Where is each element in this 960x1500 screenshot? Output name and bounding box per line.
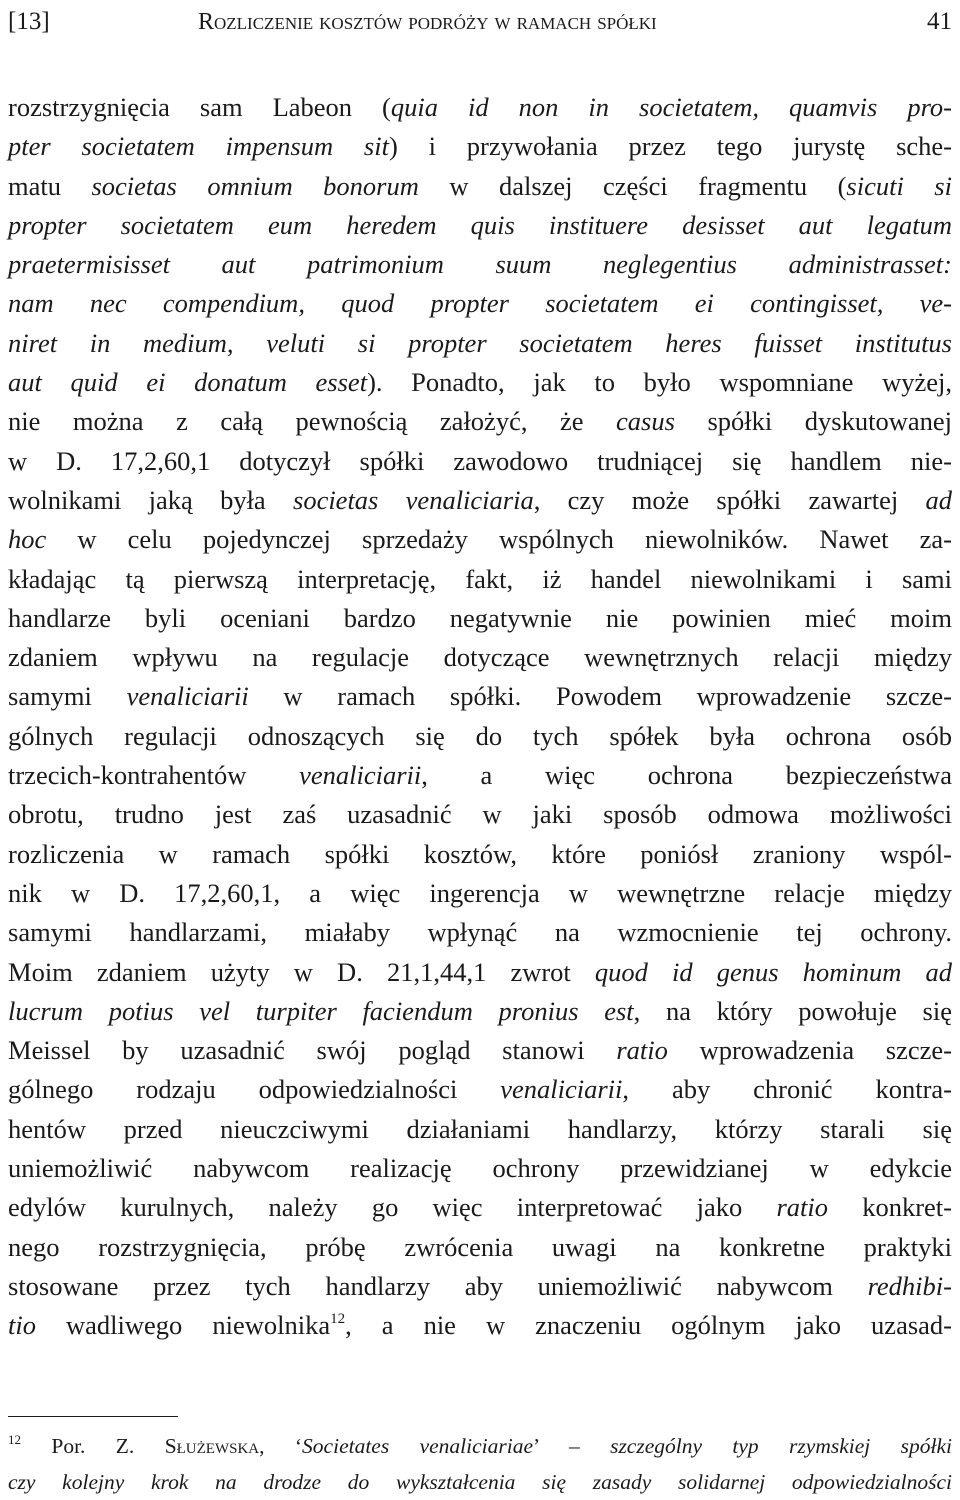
text-run: ) i przywołania przez tego jurystę sche-	[388, 131, 952, 162]
footnote-reference: 12	[330, 1311, 346, 1328]
text-run: samymi handlarzami, miałaby wpłynąć na wzmocnienie tej ochrony.	[8, 917, 952, 948]
paragraph-line	[8, 481, 952, 520]
paragraph-line	[8, 402, 952, 441]
text-run: stosowane przez tych handlarzy aby uniemożliwić nabywcom	[8, 1270, 868, 1301]
paragraph-line	[8, 560, 952, 599]
paragraph-line	[8, 992, 952, 1031]
latin-term: hoc	[8, 524, 47, 555]
text-run: zdaniem wpływu na regulacje dotyczące wewnętrznych relacji między	[8, 642, 952, 673]
latin-term: societas venaliciaria	[293, 484, 534, 515]
text-run: gólnych regulacji odnoszących się do tych spółek była ochrona osób	[8, 720, 952, 751]
paragraph-line	[8, 599, 952, 638]
paragraph-line	[8, 756, 952, 795]
paragraph-line	[8, 520, 952, 559]
text-run: nik w D. 17,2,60,1, a więc ingerencja w wewnętrzne relacje między	[8, 877, 952, 908]
text-run: handlarze byli oceniani bardzo negatywnie nie powinien mieć moim	[8, 602, 952, 633]
latin-term: lucrum potius vel turpiter faciendum pronius est	[8, 995, 634, 1026]
latin-term: venaliciarii	[299, 760, 422, 791]
latin-term: casus	[616, 406, 675, 437]
latin-term: quod id genus hominum ad	[594, 956, 952, 987]
text-run: w D. 17,2,60,1 dotyczył spółki zawodowo trudniącej się handlem nie-	[8, 445, 952, 476]
latin-term: szczególny typ rzymskiej spółki	[610, 1434, 952, 1458]
paragraph-line	[8, 717, 952, 756]
latin-term: czy kolejny krok na drodze do wykształcenia się zasady solidarnej odpowiedzialności	[8, 1470, 952, 1494]
paragraph-line	[8, 324, 952, 363]
latin-term: ad	[925, 484, 952, 515]
latin-term: aut quid ei donatum esset	[8, 367, 368, 398]
paragraph-line	[8, 363, 952, 402]
text-run: samymi	[8, 681, 127, 712]
paragraph-line	[8, 88, 952, 127]
latin-term: redhibi-	[867, 1270, 952, 1301]
paragraph-line	[8, 442, 952, 481]
paragraph-line	[8, 1110, 952, 1149]
page-number: 41	[927, 8, 952, 35]
paragraph-line	[8, 795, 952, 834]
latin-term: propter societatem eum heredem quis instituere desisset aut legatum	[8, 209, 952, 240]
text-run: nego rozstrzygnięcia, próbę zwrócenia uwagi na konkretne praktyki	[8, 1231, 952, 1262]
latin-term: societas omnium bonorum	[91, 170, 419, 201]
text-run: Por. Z.	[21, 1434, 165, 1458]
text-run: wprowadzenia szcze-	[667, 1035, 952, 1066]
text-run: , a nie w znaczeniu ogólnym jako uzasad-	[345, 1310, 952, 1341]
paragraph-line	[8, 284, 952, 323]
paragraph-line	[8, 953, 952, 992]
paragraph-line	[8, 167, 952, 206]
latin-term: sicuti si	[846, 170, 952, 201]
footnote-reference: 12	[8, 1432, 21, 1447]
text-run: Moim zdaniem użyty w D. 21,1,44,1 zwrot	[8, 956, 595, 987]
text-run: Służewska	[164, 1434, 260, 1458]
text-run: ’ –	[533, 1434, 611, 1458]
paragraph-line	[8, 245, 952, 284]
footnotes	[8, 1428, 952, 1500]
text-run: uniemożliwić nabywcom realizację ochrony przewidzianej w edykcie	[8, 1153, 952, 1184]
latin-term: pter societatem impensum sit	[8, 131, 389, 162]
paragraph-line	[8, 1267, 952, 1306]
text-run: trzecich-kontrahentów	[8, 760, 300, 791]
text-run: konkret-	[828, 1192, 952, 1223]
text-run: , ‘	[259, 1434, 303, 1458]
text-run: kładając tą pierwszą interpretację, fakt, iż handel niewolnikami i sami	[8, 563, 952, 594]
text-run: , czy może spółki zawartej	[533, 484, 926, 515]
text-run: rozstrzygnięcia sam Labeon (	[8, 92, 391, 122]
paragraph-line	[8, 1070, 952, 1109]
paragraph-line	[8, 913, 952, 952]
paragraph-line	[8, 1031, 952, 1070]
text-run: wadliwego niewolnika	[35, 1310, 331, 1341]
text-run: Meissel by uzasadnić swój pogląd stanowi	[8, 1035, 617, 1066]
paragraph-line	[8, 206, 952, 245]
text-run: ). Ponadto, jak to było wspomniane wyżej,	[367, 367, 952, 398]
text-run: , aby chronić kontra-	[622, 1074, 952, 1105]
section-number: [13]	[8, 8, 50, 35]
latin-term: niret in medium, veluti si propter societatem heres fuisset institutus	[8, 327, 952, 358]
paragraph-line	[8, 1149, 952, 1188]
latin-term: Societates venaliciariae	[302, 1434, 534, 1458]
paragraph-line	[8, 1188, 952, 1227]
latin-term: tio	[8, 1310, 36, 1341]
text-run: , na który powołuje się	[633, 995, 952, 1026]
footnote-separator	[8, 1416, 178, 1417]
paragraph-line	[8, 638, 952, 677]
text-run: gólnego rodzaju odpowiedzialności	[8, 1074, 501, 1105]
latin-term: venaliciarii	[126, 681, 249, 712]
body-text	[8, 88, 952, 1346]
latin-term: ratio	[776, 1192, 829, 1223]
text-run: matu	[8, 170, 92, 201]
running-header	[8, 4, 952, 40]
paragraph-line	[8, 1228, 952, 1267]
text-run: edylów kurulnych, należy go więc interpretować jako	[8, 1192, 777, 1223]
latin-term: quia id non in societatem, quamvis pro-	[390, 92, 952, 122]
latin-term: praetermisisset aut patrimonium suum neglegentius administrasset:	[8, 249, 952, 280]
text-run: , a więc ochrona bezpieczeństwa	[421, 760, 952, 791]
paragraph-line	[8, 127, 952, 166]
text-run: obrotu, trudno jest zaś uzasadnić w jaki sposób odmowa możliwości	[8, 799, 952, 830]
text-run: rozliczenia w ramach spółki kosztów, które poniósł zraniony wspól-	[8, 838, 952, 869]
paragraph-line	[8, 835, 952, 874]
text-run: w celu pojedynczej sprzedaży wspólnych niewolników. Nawet za-	[46, 524, 952, 555]
text-run: w dalszej części fragmentu (	[418, 170, 847, 201]
running-title: Rozliczenie kosztów podróży w ramach spółki	[198, 9, 657, 35]
text-run: wolnikami jaką była	[8, 484, 293, 515]
text-run: nie można z całą pewnością założyć, że	[8, 406, 617, 437]
paragraph-line	[8, 1306, 952, 1345]
footnote-line	[8, 1428, 952, 1464]
text-run: spółki dyskutowanej	[674, 406, 952, 437]
latin-term: nam nec compendium, quod propter societatem ei contingisset, ve-	[8, 288, 952, 319]
footnote-line	[8, 1464, 952, 1500]
latin-term: ratio	[616, 1035, 668, 1066]
text-run: hentów przed nieuczciwymi działaniami handlarzy, którzy starali się	[8, 1113, 952, 1144]
latin-term: venaliciarii	[500, 1074, 623, 1105]
paragraph-line	[8, 677, 952, 716]
paragraph-line	[8, 874, 952, 913]
text-run: w ramach spółki. Powodem wprowadzenie szcze-	[248, 681, 953, 712]
